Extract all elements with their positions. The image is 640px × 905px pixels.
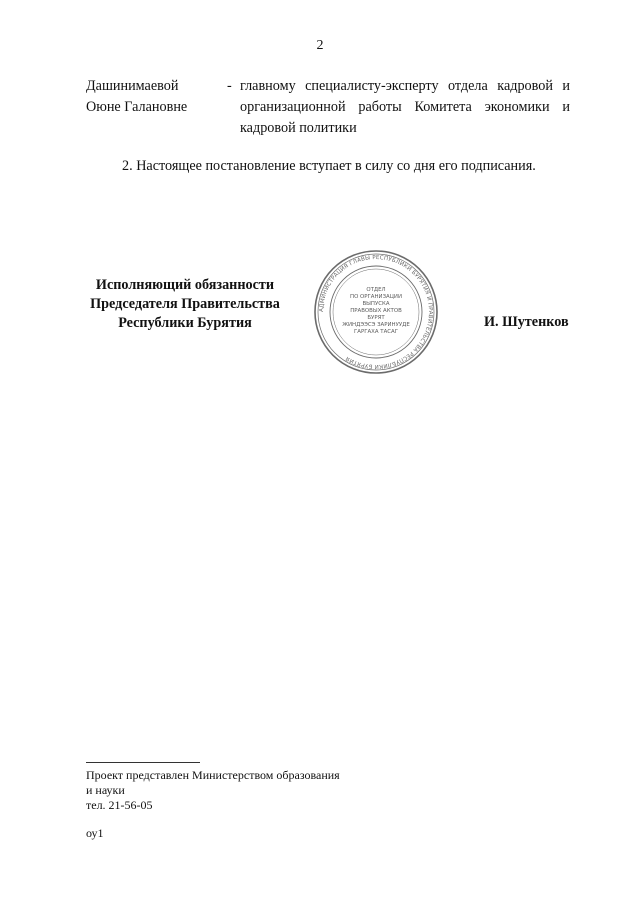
- signatory-name: И. Шутенков: [484, 314, 569, 330]
- footnote: [86, 768, 340, 813]
- seal-center-line: ЖИНДЭЭСЭ ЗАРИНУУДЕ: [342, 322, 410, 328]
- footnote-phone: тел. 21-56-05: [86, 798, 153, 812]
- signatory-title-line-2: Председателя Правительства: [90, 296, 280, 312]
- seal-center-line: ОТДЕЛ: [366, 287, 386, 293]
- appointee-surname: Дашинимаевой: [86, 78, 179, 94]
- appointee-given-names: Оюне Галановне: [86, 99, 188, 115]
- entry-dash: -: [227, 78, 232, 94]
- seal-center-line: ВЫПУСКА: [362, 301, 390, 307]
- page-number: 2: [316, 38, 324, 53]
- signatory-title-line-1: Исполняющий обязанности: [95, 277, 275, 293]
- signatory-title-line-3: Республики Бурятия: [118, 315, 252, 331]
- seal-center-line: БУРЯТ: [367, 315, 385, 321]
- footnote-line-2: и науки: [86, 783, 125, 797]
- seal-center-line: ПО ОРГАНИЗАЦИИ: [350, 294, 402, 300]
- seal-center-line: ГАРГАХА ТАСАГ: [353, 329, 399, 335]
- seal-ring-text: АДМИНИСТРАЦИЯ ГЛАВЫ РЕСПУБЛИКИ БУРЯТИЯ И ПРАВИТЕЛЬСТВА РЕСПУБЛИКИ БУРЯТИЯ: [318, 254, 434, 370]
- signatory-title: [70, 276, 300, 333]
- footnote-line-1: Проект представлен Министерством образования: [86, 768, 340, 782]
- appointee-name: [86, 76, 216, 118]
- official-seal-stamp: [312, 248, 440, 376]
- document-code: оу1: [86, 826, 104, 840]
- seal-center-line: ПРАВОВЫХ АКТОВ: [350, 308, 402, 314]
- footnote-divider: [86, 762, 200, 763]
- clause-2: 2. Настоящее постановление вступает в силу со дня его подписания.: [122, 158, 536, 174]
- appointee-role: главному специалисту-эксперту отдела кадровой и организационной работы Комитета экономики и кадровой политики: [240, 78, 570, 136]
